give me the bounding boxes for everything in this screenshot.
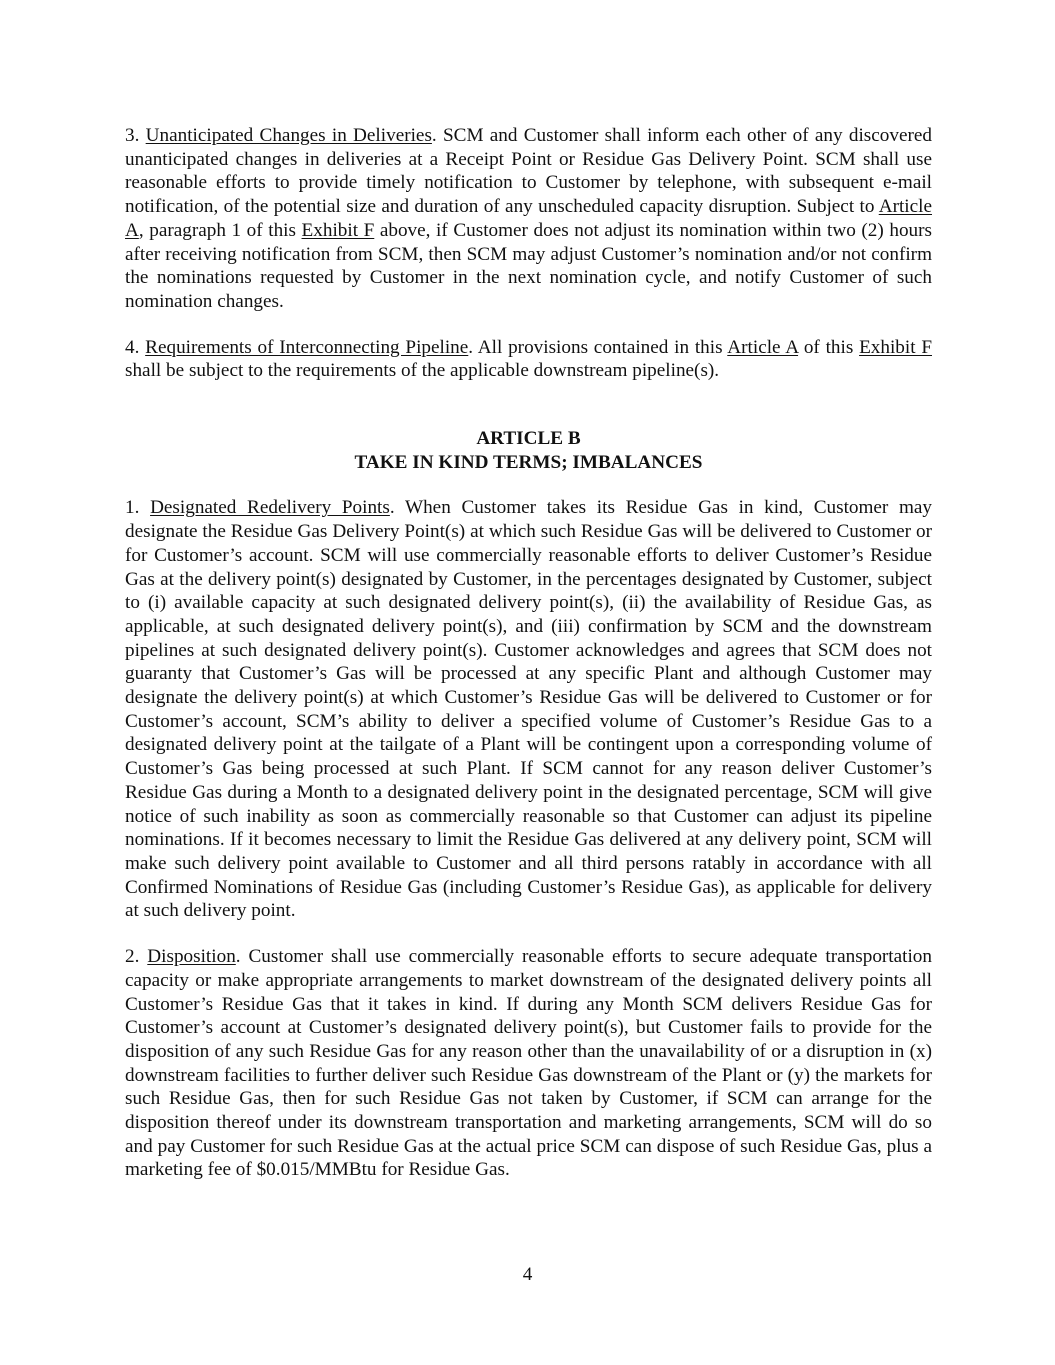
article-reference: Article A [727,336,799,358]
paragraph-number: 1. [125,497,140,519]
document-page [125,124,932,1182]
article-heading [125,427,932,474]
article-subtitle: TAKE IN KIND TERMS; IMBALANCES [354,451,703,473]
paragraph-heading: Designated Redelivery Points [150,497,390,519]
exhibit-reference: Exhibit F [859,336,932,358]
paragraph-disposition [125,945,932,1182]
paragraph-text: shall be subject to the requirements of the applicable downstream pipeline(s). [125,360,720,382]
paragraph-heading: Disposition [147,946,236,968]
paragraph-number: 3. [125,125,140,146]
paragraph-text: above, if Customer does not adjust its nomination within two (2) hours after receiving notification from SCM, then SCM may adjust Customer’s nomination and/or not confirm the nominations requested by Customer in the next nomination cycle, and notify Customer of such nomination changes. [125,219,932,312]
article-title: ARTICLE B [476,428,581,450]
paragraph-text: of this [798,336,860,358]
exhibit-reference: Exhibit F [301,219,375,241]
paragraph-text: . Customer shall use commercially reasonable efforts to secure adequate transportation capacity or make appropriate arrangements to market downstream of the designated delivery points all Customer’s Residue Gas that it takes in kind. If during any Month SCM delivers Residue Gas for Customer’s account at Customer’s designated delivery point(s), but Customer fails to provide for the disposition of any such Residue Gas for any reason other than the unavailability of or a disruption in (x) downstream facilities to further deliver such Residue Gas downstream of the Plant or (y) the markets for such Residue Gas, then for such Residue Gas not taken by Customer, if SCM can arrange for the disposition thereof under its downstream transportation and marketing arrangements, SCM will do so and pay Customer for such Residue Gas at the actual price SCM can dispose of such Residue Gas, plus a marketing fee of $0.015/MMBtu for Residue Gas. [125,946,932,1181]
paragraph-designated-redelivery-points [125,496,932,923]
paragraph-heading: Unanticipated Changes in Deliveries [145,125,432,146]
paragraph-text: . SCM and Customer shall inform each other of any discovered unanticipated changes in deliveries at a Receipt Point or Residue Gas Delivery Point. SCM shall use reasonable efforts to provide timely notification to Customer by telephone, with subsequent e-mail notification, of the potential size and duration of any unscheduled capacity disruption. Subject to [125,125,932,218]
paragraph-number: 4. [125,336,140,358]
paragraph-text: . All provisions contained in this [468,336,728,358]
page-number: 4 [522,1264,533,1285]
paragraph-unanticipated-changes [125,124,932,314]
paragraph-number: 2. [125,946,140,968]
paragraph-interconnecting-pipeline [125,336,932,383]
paragraph-text: , paragraph 1 of this [138,219,302,241]
paragraph-text: . When Customer takes its Residue Gas in kind, Customer may designate the Residue Gas Delivery Point(s) at which such Residue Gas will be delivered to Customer or for Customer’s account. SCM will use commercially reasonable efforts to deliver Customer’s Residue Gas at the delivery point(s) designated by Customer, in the percentages designated by Customer, subject to (i) available capacity at such designated delivery point(s), (ii) the availability of Residue Gas, as applicable, at such designated delivery point(s), and (iii) confirmation by SCM and the downstream pipelines at such designated delivery point(s). Customer acknowledges and agrees that SCM does not guaranty that Customer’s Gas will be processed at any specific Plant and although Customer may designate the delivery point(s) at which Customer’s Residue Gas will be delivered to Customer or for Customer’s account, SCM’s ability to deliver a specified volume of Customer’s Residue Gas to a designated delivery point at the tailgate of a Plant will be contingent upon a corresponding volume of Customer’s Gas being processed at such Plant. If SCM cannot for any reason deliver Customer’s Residue Gas during a Month to a designated delivery point in the designated percentage, SCM will give notice of such inability as soon as commercially reasonable so that Customer can adjust its pipeline nominations. If it becomes necessary to limit the Residue Gas delivered at any delivery point, SCM will make such delivery point available to Customer and all third persons ratably in accordance with all Confirmed Nominations of Residue Gas (including Customer’s Residue Gas), as applicable for delivery at such delivery point. [125,497,933,922]
article-reference: Article A [125,196,932,241]
paragraph-heading: Requirements of Interconnecting Pipeline [145,336,469,358]
